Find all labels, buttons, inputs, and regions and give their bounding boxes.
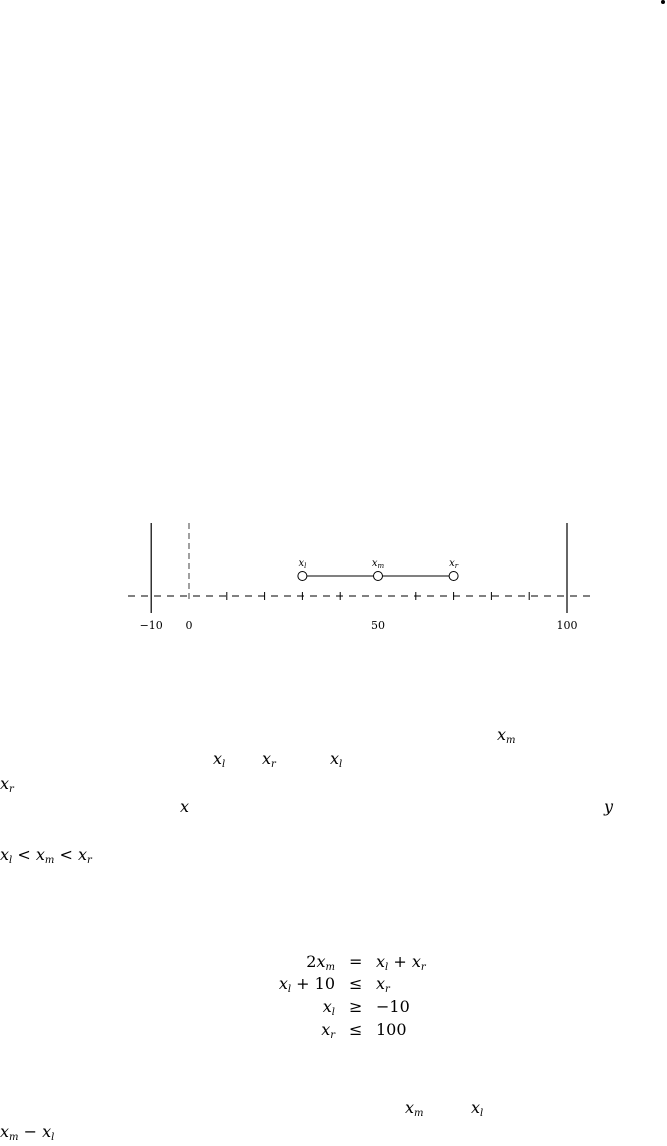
math-xl-1: $x_l$ xyxy=(213,749,226,770)
point-label-l: $x_l$ xyxy=(298,558,307,570)
tick-label: 0 xyxy=(185,619,193,632)
math-x: x xyxy=(180,797,190,816)
math-ordering: $x_l < x_m < x_r$ xyxy=(0,845,92,866)
footer-math-xl: $x_l$ xyxy=(471,1098,484,1119)
tick-label: 100 xyxy=(556,619,578,632)
tick-label: −10 xyxy=(139,619,163,632)
point-marker-m xyxy=(374,572,383,581)
points-group xyxy=(298,558,459,581)
math-y: y xyxy=(604,797,614,816)
math-xr-1: $x_r$ xyxy=(262,749,276,770)
point-marker-l xyxy=(298,572,307,581)
point-label-r: $x_r$ xyxy=(449,558,459,570)
math-xl-2: $x_l$ xyxy=(330,749,343,770)
point-marker-r xyxy=(449,572,458,581)
footer-math-diff: $x_m - x_l$ xyxy=(0,1122,55,1143)
math-xm: $x_m$ xyxy=(497,725,516,746)
math-xr-2: $x_r$ xyxy=(0,774,14,795)
constraint-row: $x_r$ ≤ 100 xyxy=(321,1020,407,1041)
point-label-m: $x_m$ xyxy=(371,558,385,570)
tick-label: 50 xyxy=(371,619,385,632)
tick-labels xyxy=(140,619,578,632)
footer-math-xm: $x_m$ xyxy=(405,1098,424,1119)
constraint-row: $2x_m$ = $x_l + x_r$ xyxy=(306,952,426,973)
constraint-row: $x_l + 10$ ≤ $x_r$ xyxy=(278,974,390,995)
constraint-row: $x_l$ ≥ −10 xyxy=(322,997,410,1018)
